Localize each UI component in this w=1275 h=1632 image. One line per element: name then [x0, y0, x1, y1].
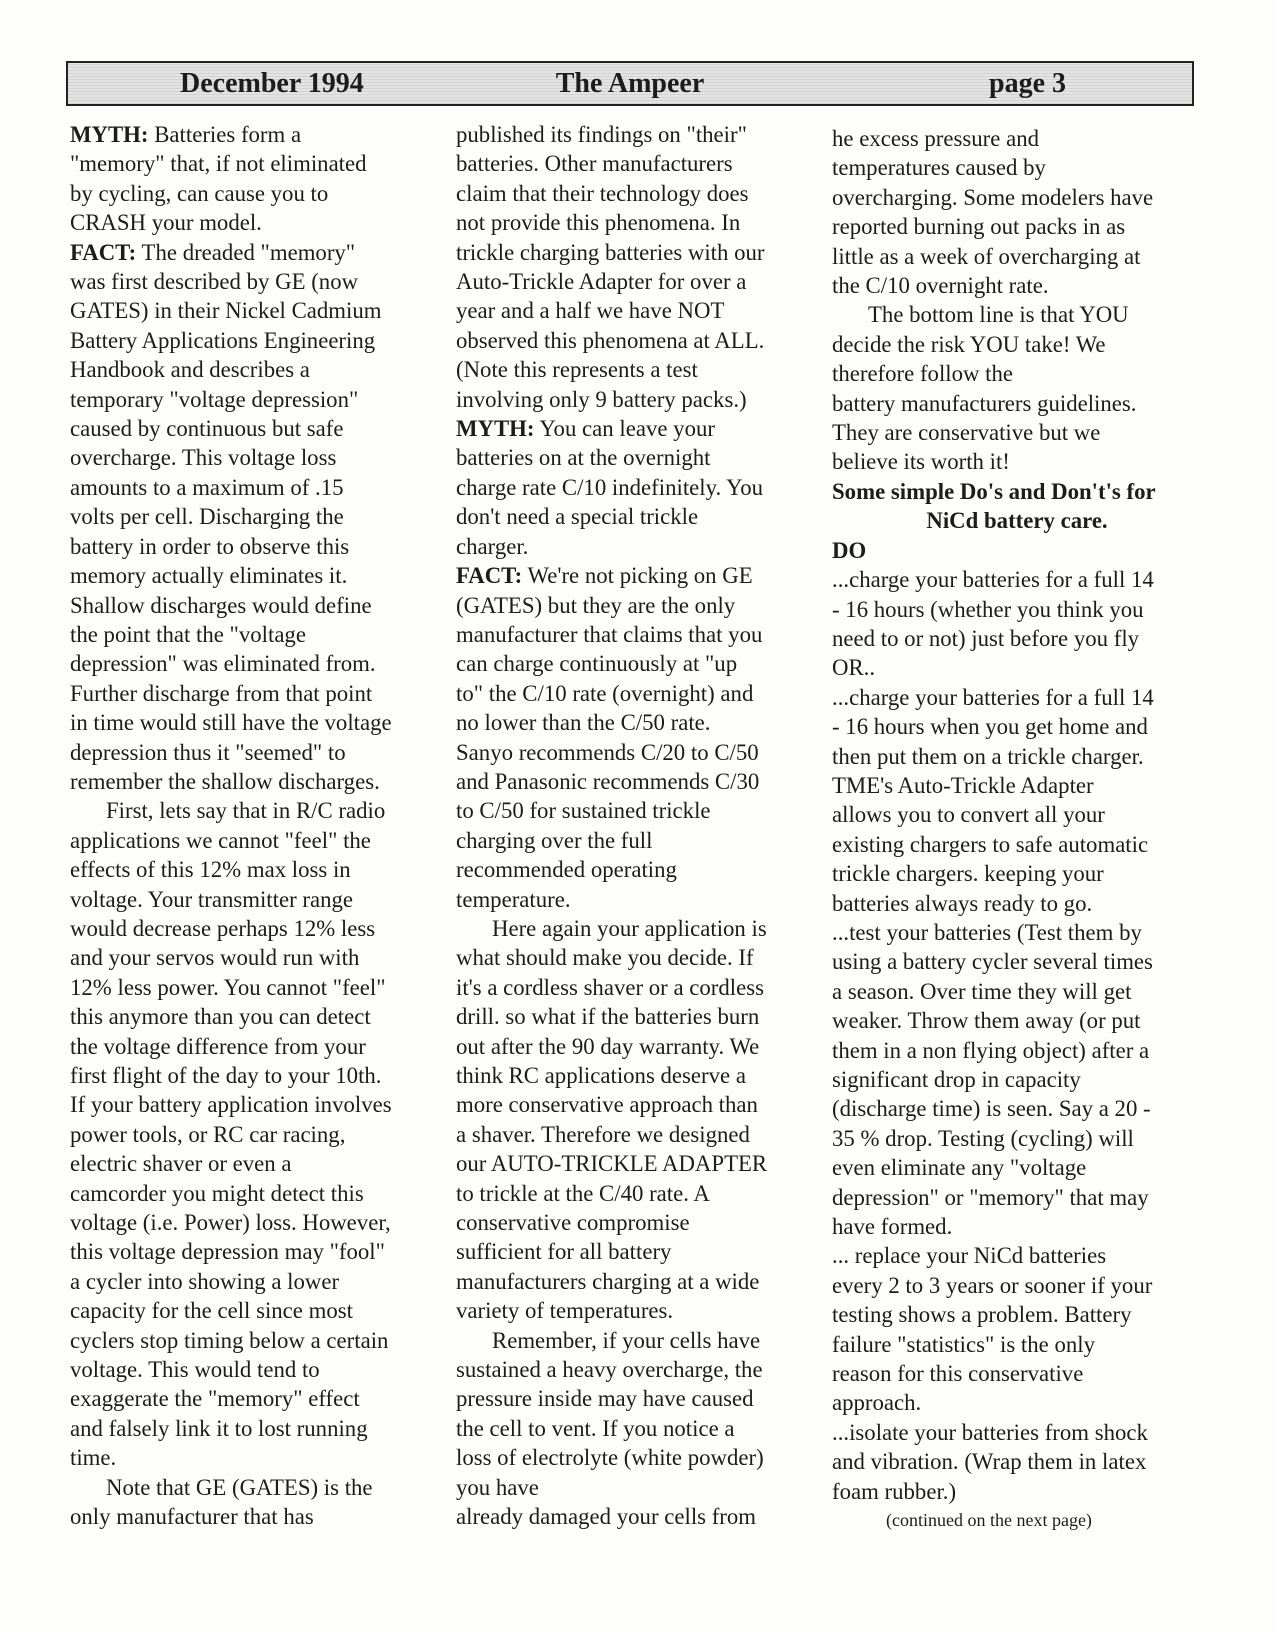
paragraph-line: and Panasonic recommends C/30 [456, 768, 760, 794]
paragraph-line: Further discharge from that point [70, 680, 373, 706]
list-item-line: ...charge your batteries for a full 14 [832, 684, 1154, 710]
paragraph-line: only manufacturer that has [70, 1504, 314, 1530]
paragraph-line: the cell to vent. If you notice a [456, 1415, 735, 1441]
paragraph-line: therefore follow the [832, 361, 1014, 387]
section-heading: Some simple Do's and Don't's for [832, 478, 1156, 504]
paragraph-line: 12% less power. You cannot "feel" [70, 974, 386, 1000]
list-item-line: TME's Auto-Trickle Adapter [832, 772, 1094, 798]
paragraph-line: manufacturer that claims that you [456, 621, 763, 647]
paragraph-line: temperatures caused by [832, 155, 1046, 181]
paragraph-line: battery manufacturers guidelines. [832, 390, 1137, 416]
paragraph-line: to trickle at the C/40 rate. A [456, 1180, 710, 1206]
list-item-line: a season. Over time they will get [832, 978, 1132, 1004]
paragraph-line: what should make you decide. If [456, 945, 754, 971]
list-item-line: OR.. [832, 655, 876, 681]
paragraph-line: camcorder you might detect this [70, 1180, 364, 1206]
list-item-line: existing chargers to safe automatic [832, 831, 1149, 857]
paragraph-line: by cycling, can cause you to [70, 180, 329, 206]
list-item-line: - 16 hours when you get home and [832, 714, 1148, 740]
paragraph-line: to" the C/10 rate (overnight) and [456, 680, 754, 706]
column-1 [70, 120, 426, 1532]
paragraph-line: observed this phenomena at ALL. [456, 327, 765, 353]
newsletter-title: The Ampeer [555, 68, 705, 99]
paragraph-line: First, lets say that in R/C radio [106, 798, 386, 824]
paragraph-line: voltage (i.e. Power) loss. However, [70, 1210, 391, 1236]
paragraph-line: was first described by GE (now [70, 269, 359, 295]
paragraph-line: power tools, or RC car racing, [70, 1121, 346, 1147]
list-item-line: trickle chargers. keeping your [832, 861, 1104, 887]
paragraph-line: the C/10 overnight rate. [832, 273, 1049, 299]
paragraph-line: amounts to a maximum of .15 [70, 474, 344, 500]
paragraph-line: FACT: The dreaded "memory" [70, 239, 356, 265]
paragraph-line: it's a cordless shaver or a cordless [456, 974, 764, 1000]
paragraph-line: trickle charging batteries with our [456, 239, 765, 265]
list-item-line: ...test your batteries (Test them by [832, 919, 1142, 945]
paragraph-line: remember the shallow discharges. [70, 768, 380, 794]
paragraph-line: drill. so what if the batteries burn [456, 1004, 760, 1030]
paragraph-line: MYTH: Batteries form a [70, 122, 302, 147]
paragraph-line: CRASH your model. [70, 210, 262, 236]
paragraph-line: Shallow discharges would define [70, 592, 372, 618]
paragraph-line: depression" was eliminated from. [70, 651, 376, 677]
paragraph-line: a cycler into showing a lower [70, 1268, 340, 1294]
list-item-line: significant drop in capacity [832, 1067, 1081, 1092]
myth-label: MYTH: [70, 122, 149, 147]
column-3 [832, 124, 1202, 1532]
paragraph-line: decide the risk YOU take! We [832, 331, 1106, 357]
paragraph-line: the voltage difference from your [70, 1033, 366, 1059]
list-item-line: ... replace your NiCd batteries [832, 1243, 1107, 1269]
paragraph-line: voltage. This would tend to [70, 1357, 320, 1383]
paragraph-line: volts per cell. Discharging the [70, 504, 344, 530]
list-item-line: depression" or "memory" that may [832, 1184, 1149, 1210]
section-heading: NiCd battery care. [926, 508, 1108, 534]
do-heading: DO [832, 537, 867, 563]
paragraph-line: charge rate C/10 indefinitely. You [456, 474, 764, 500]
paragraph-line: charger. [456, 533, 529, 559]
paragraph-line: "memory" that, if not eliminated [70, 151, 367, 177]
paragraph-line: no lower than the C/50 rate. [456, 710, 711, 736]
paragraph-line: caused by continuous but safe [70, 416, 344, 442]
paragraph-line: loss of electrolyte (white powder) [456, 1445, 764, 1471]
list-item-line: weaker. Throw them away (or put [832, 1008, 1141, 1034]
list-item-line: testing shows a problem. Battery [832, 1302, 1132, 1328]
paragraph-line: manufacturers charging at a wide [456, 1268, 760, 1294]
paragraph-line: claim that their technology does [456, 180, 749, 206]
paragraph-line: to C/50 for sustained trickle [456, 798, 711, 824]
paragraph-line: our AUTO-TRICKLE ADAPTER [456, 1151, 768, 1177]
paragraph-line: published its findings on "their" [456, 122, 747, 147]
paragraph-line: batteries. Other manufacturers [456, 151, 733, 177]
paragraph-line: FACT: We're not picking on GE [456, 563, 753, 589]
list-item-line: (discharge time) is seen. Say a 20 - [832, 1096, 1151, 1122]
paragraph-line: year and a half we have NOT [456, 298, 725, 324]
paragraph-line: the point that the "voltage [70, 621, 306, 647]
paragraph-line: sustained a heavy overcharge, the [456, 1357, 763, 1383]
list-item-line: ...charge your batteries for a full 14 [832, 567, 1154, 593]
paragraph-line: Handbook and describes a [70, 357, 310, 383]
paragraph-line: time. [70, 1445, 117, 1471]
paragraph-line: variety of temperatures. [456, 1298, 674, 1324]
paragraph-line: (GATES) but they are the only [456, 592, 736, 618]
paragraph-line: Battery Applications Engineering [70, 327, 376, 353]
paragraph-line: Note that GE (GATES) is the [106, 1474, 373, 1500]
paragraph-line: electric shaver or even a [70, 1151, 292, 1177]
paragraph-line: overcharge. This voltage loss [70, 445, 337, 471]
paragraph-line: If your battery application involves [70, 1092, 392, 1118]
list-item-line: foam rubber.) [832, 1478, 957, 1504]
paragraph-line: voltage. Your transmitter range [70, 886, 354, 912]
paragraph-line: more conservative approach than [456, 1092, 758, 1118]
paragraph-line: effects of this 12% max loss in [70, 857, 351, 883]
list-item-line: have formed. [832, 1214, 953, 1240]
paragraph-line: little as a week of overcharging at [832, 243, 1141, 269]
list-item-line: then put them on a trickle charger. [832, 743, 1144, 769]
list-item-line: approach. [832, 1390, 922, 1416]
paragraph-line: not provide this phenomena. In [456, 210, 741, 236]
list-item-line: - 16 hours (whether you think you [832, 596, 1144, 622]
paragraph-line: The bottom line is that YOU [868, 302, 1129, 328]
paragraph-line: would decrease perhaps 12% less [70, 915, 376, 941]
list-item-line: allows you to convert all your [832, 802, 1105, 828]
paragraph-line: recommended operating [456, 857, 677, 883]
paragraph-line: pressure inside may have caused [456, 1386, 754, 1412]
list-item-line: them in a non flying object) after a [832, 1037, 1150, 1063]
paragraph-line: exaggerate the "memory" effect [70, 1386, 360, 1412]
paragraph-line: applications we cannot "feel" the [70, 827, 371, 853]
paragraph-line: batteries on at the overnight [456, 445, 711, 471]
fact-label: FACT: [456, 563, 523, 589]
paragraph-line: involving only 9 battery packs.) [456, 386, 747, 412]
paragraph-line: in time would still have the voltage [70, 710, 392, 736]
paragraph-line: cyclers stop timing below a certain [70, 1327, 389, 1353]
list-item-line: even eliminate any "voltage [832, 1155, 1087, 1181]
paragraph-line: They are conservative but we [832, 420, 1101, 446]
paragraph-line: and your servos would run with [70, 945, 360, 971]
list-item-line: using a battery cycler several times [832, 949, 1153, 975]
paragraph-line: memory actually eliminates it. [70, 563, 348, 589]
paragraph-line: reported burning out packs in as [832, 214, 1126, 240]
paragraph-line: Remember, if your cells have [492, 1327, 761, 1353]
paragraph-line: GATES) in their Nickel Cadmium [70, 298, 382, 324]
list-item-line: every 2 to 3 years or sooner if your [832, 1272, 1153, 1298]
paragraph-line: (Note this represents a test [456, 357, 698, 383]
paragraph-line: capacity for the cell since most [70, 1298, 353, 1324]
list-item-line: need to or not) just before you fly [832, 625, 1140, 651]
column-2 [456, 120, 812, 1532]
list-item-line: and vibration. (Wrap them in latex [832, 1449, 1147, 1475]
list-item-line: ...isolate your batteries from shock [832, 1419, 1148, 1445]
paragraph-line: Here again your application is [492, 915, 767, 941]
paragraph-line: conservative compromise [456, 1210, 690, 1236]
paragraph-line: Sanyo recommends C/20 to C/50 [456, 739, 759, 765]
paragraph-line: sufficient for all battery [456, 1239, 672, 1265]
paragraph-line: this anymore than you can detect [70, 1004, 371, 1030]
paragraph-line: overcharging. Some modelers have [832, 184, 1154, 210]
list-item-line: failure "statistics" is the only [832, 1331, 1095, 1357]
paragraph-line: already damaged your cells from [456, 1504, 757, 1530]
paragraph-line: depression thus it "seemed" to [70, 739, 346, 765]
paragraph-line: battery in order to observe this [70, 533, 350, 559]
list-item-line: batteries always ready to go. [832, 890, 1093, 916]
myth-label: MYTH: [456, 416, 535, 442]
issue-date: December 1994 [180, 68, 364, 99]
paragraph-line: a shaver. Therefore we designed [456, 1121, 750, 1147]
paragraph-line: first flight of the day to your 10th. [70, 1063, 382, 1088]
paragraph-line: MYTH: You can leave your [456, 416, 715, 442]
paragraph-line: can charge continuously at "up [456, 651, 738, 677]
paragraph-line: Auto-Trickle Adapter for over a [456, 269, 747, 295]
paragraph-line: temporary "voltage depression" [70, 386, 359, 412]
paragraph-line: charging over the full [456, 827, 653, 853]
continued-note: (continued on the next page) [886, 1510, 1092, 1531]
page-number: page 3 [989, 68, 1066, 99]
newsletter-header-bar [66, 61, 1194, 106]
paragraph-line: believe its worth it! [832, 449, 1010, 475]
paragraph-line: temperature. [456, 886, 571, 912]
paragraph-line: you have [456, 1474, 539, 1500]
paragraph-line: don't need a special trickle [456, 504, 699, 530]
paragraph-line: out after the 90 day warranty. We [456, 1033, 760, 1059]
paragraph-line: think RC applications deserve a [456, 1063, 746, 1088]
paragraph-line: and falsely link it to lost running [70, 1415, 368, 1441]
paragraph-line: he excess pressure and [832, 126, 1039, 151]
fact-label: FACT: [70, 239, 137, 265]
list-item-line: reason for this conservative [832, 1361, 1084, 1387]
list-item-line: 35 % drop. Testing (cycling) will [832, 1125, 1134, 1151]
paragraph-line: this voltage depression may "fool" [70, 1239, 385, 1265]
